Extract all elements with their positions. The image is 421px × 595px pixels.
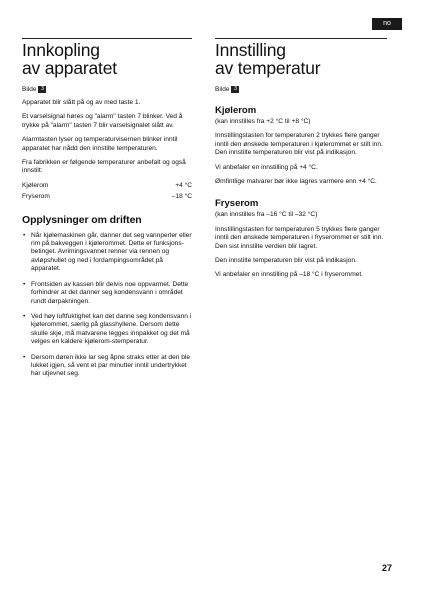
paragraph: Vi anbefaler en innstilling på –18 °C i fryserommet. <box>215 271 364 279</box>
section-title <box>22 41 192 77</box>
figure-label: Bilde <box>22 86 37 93</box>
paragraph: Vi anbefaler en innstilling på +4 °C. <box>215 163 318 171</box>
left-column <box>22 38 192 379</box>
freezer-heading: Fryserom <box>215 198 259 210</box>
temp-row-freezer <box>22 193 192 201</box>
paragraph: Et varselsignal høres og "alarm" tasten 7 blinker. Ved å trykke på "alarm" tasten 7 blir varselsignalet slått av. <box>22 113 183 129</box>
info-list <box>22 232 192 379</box>
list-item: • Dersom døren ikke lar seg åpne straks etter at den ble lukket igjen, så vent et par minutter inntil undertrykket har utjevnet seg. <box>22 354 192 379</box>
list-item: • Ved høy luftfuktighet kan det danne seg kondensvann i kjølerommet, særlig på glasshyllene. Dersom dette skulle skje, må matvarene legges innpakket og det må velges en kaldere kjølerom-stemperatur. <box>22 313 192 347</box>
section-title <box>215 41 387 77</box>
section-divider <box>215 38 387 39</box>
freezer-range: (kan innstilles fra –16 °C til –32 °C) <box>215 211 318 219</box>
info-heading: Opplysninger om driften <box>22 213 142 226</box>
paragraph: Innstillingstasten for temperaturen 5 trykkes flere ganger inntil den ønskede temperaturen i fryserommet er stilt inn. Den sist innstilte verdien blir lagret. <box>215 225 384 250</box>
temp-label: Kjølerom <box>22 181 49 189</box>
temp-row-fridge <box>22 182 192 190</box>
paragraph: Alarmtasten lyser og temperaturvisernen blinker inntil apparatet har nådd den innstilte temperaturen. <box>22 136 178 152</box>
title-line-1: Innstilling <box>215 40 286 60</box>
page-number: 27 <box>382 563 393 573</box>
fridge-range: (kan innstilles fra +2 °C til +8 °C) <box>215 118 311 125</box>
paragraph: Den innstilte temperaturen blir vist på indikasjon. <box>215 257 357 265</box>
figure-number-box: 3 <box>38 86 46 93</box>
figure-number-box: 3 <box>231 86 239 93</box>
temp-value: –18 °C <box>171 193 192 201</box>
list-item: • Når kjølemaskinen går, danner det seg vannperler eller rim på bakveggen i kjølerommet. Dette er funksjons-betinget. Avrimingsvannet renner via rennen og avløpshullet og ned i fordampingsområdet på apparatet. <box>22 232 192 274</box>
paragraph: Apparatet blir slått på og av med taste 1. <box>22 99 141 106</box>
language-badge: no <box>372 18 402 30</box>
paragraph: Innstillingstasten for temperaturen 2 trykkes flere ganger inntil den ønskede temperaturen i kjølerommet er stilt inn. Den innstilte temperaturen blir vist på indikasjon. <box>215 132 383 157</box>
fridge-heading: Kjølerom <box>215 105 257 116</box>
list-item: • Frontsiden av kassen blir delvis noe oppvarmet. Dette forhindrer at det danner seg kondensvann i området rundt dørpakningen. <box>22 281 192 306</box>
title-line-1: Innkopling <box>22 40 100 60</box>
title-line-2: av temperatur <box>215 58 321 78</box>
figure-label: Bilde <box>215 86 230 93</box>
temp-value: +4 °C <box>175 181 192 189</box>
right-column <box>215 38 387 280</box>
figure-reference <box>215 86 387 93</box>
paragraph: Ømfintlige matvarer bør ikke lagres varmere enn +4 °C. <box>215 178 377 186</box>
temp-label: Fryserom <box>22 193 50 201</box>
figure-reference <box>22 86 192 93</box>
title-line-2: av apparatet <box>22 58 117 78</box>
section-divider <box>22 38 192 39</box>
paragraph: Fra fabrikken er følgende temperaturer anbefalt og også innstilt: <box>22 159 186 175</box>
